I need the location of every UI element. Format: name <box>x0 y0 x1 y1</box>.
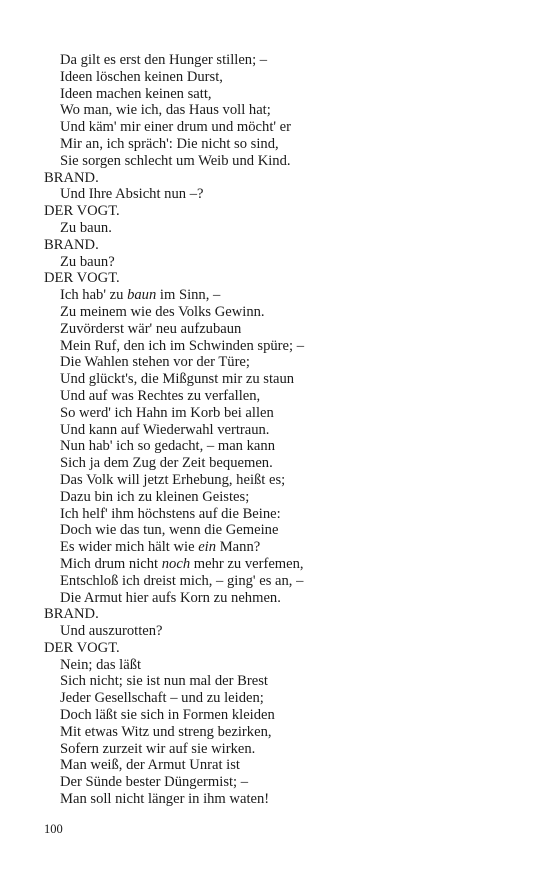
verse-line <box>44 539 524 556</box>
text-segment: Ich hab' zu <box>60 287 128 304</box>
emphasized-word: baun <box>127 287 157 304</box>
verse-line: Sich ja dem Zug der Zeit bequemen. <box>60 455 273 472</box>
emphasized-word: ein <box>198 539 217 556</box>
verse-line: Zuvörderst wär' neu aufzubaun <box>60 320 242 337</box>
verse-line: So werd' ich Hahn im Korb bei allen <box>60 404 274 421</box>
verse-line <box>44 287 524 304</box>
text-segment: Es wider mich hält wie <box>60 539 199 556</box>
verse-line: Jeder Gesellschaft – und zu leiden; <box>60 690 264 707</box>
verse-line: Die Wahlen stehen vor der Türe; <box>60 354 250 371</box>
speaker-name: DER VOGT. <box>44 639 120 656</box>
verse-line: Ideen machen keinen satt, <box>60 85 212 102</box>
text-segment: Mann? <box>216 539 261 556</box>
verse-line: Man weiß, der Armut Unrat ist <box>60 757 240 774</box>
verse-line: Ich helf' ihm höchstens auf die Beine: <box>60 505 281 522</box>
verse-line: Und kann auf Wiederwahl vertraun. <box>60 421 270 438</box>
verse-line: Das Volk will jetzt Erhebung, heißt es; <box>60 471 286 488</box>
verse-line: Man soll nicht länger in ihm waten! <box>60 791 270 808</box>
verse-line: Zu meinem wie des Volks Gewinn. <box>60 303 265 320</box>
verse-line: Doch läßt sie sich in Formen kleiden <box>60 707 275 724</box>
verse-line: Mein Ruf, den ich im Schwinden spüre; – <box>60 337 305 354</box>
text-segment: mehr zu verfemen, <box>190 555 304 572</box>
speaker-name: BRAND. <box>44 169 99 186</box>
speaker-name: DER VOGT. <box>44 203 120 220</box>
verse-line: Sich nicht; sie ist nun mal der Brest <box>60 673 268 690</box>
verse-line: Dazu bin ich zu kleinen Geistes; <box>60 488 250 505</box>
verse-line: Nun hab' ich so gedacht, – man kann <box>60 438 275 455</box>
verse-line: Da gilt es erst den Hunger stillen; – <box>60 52 268 68</box>
verse-line: Die Armut hier aufs Korn zu nehmen. <box>60 589 281 606</box>
verse-line: Sie sorgen schlecht um Weib und Kind. <box>60 152 291 169</box>
play-text <box>44 52 524 808</box>
verse-line: Und auf was Rechtes zu verfallen, <box>60 387 261 404</box>
verse-line: Und auszurotten? <box>60 623 163 640</box>
emphasized-word: noch <box>161 555 191 572</box>
verse-line: Zu baun. <box>60 219 112 236</box>
verse-line: Nein; das läßt <box>60 656 142 673</box>
speaker-name: DER VOGT. <box>44 270 120 287</box>
verse-line: Und glückt's, die Mißgunst mir zu staun <box>60 371 295 388</box>
verse-line: Sofern zurzeit wir auf sie wirken. <box>60 740 256 757</box>
verse-line: Doch wie das tun, wenn die Gemeine <box>60 522 279 539</box>
verse-line: Der Sünde bester Düngermist; – <box>60 774 249 791</box>
verse-line <box>44 556 524 573</box>
verse-line: Mir an, ich spräch': Die nicht so sind, <box>60 135 279 152</box>
speaker-name: BRAND. <box>44 236 99 253</box>
verse-line: Mit etwas Witz und streng bezirken, <box>60 723 272 740</box>
verse-line: Und Ihre Absicht nun –? <box>60 186 204 203</box>
verse-line: Und käm' mir einer drum und möcht' er <box>60 119 291 136</box>
verse-line: Ideen löschen keinen Durst, <box>60 68 223 85</box>
verse-line: Wo man, wie ich, das Haus voll hat; <box>60 102 271 119</box>
verse-line: Zu baun? <box>60 253 115 270</box>
text-segment: Mich drum nicht <box>60 555 162 572</box>
page-number: 100 <box>44 822 63 836</box>
speaker-name: BRAND. <box>44 606 99 623</box>
text-segment: im Sinn, – <box>156 287 221 304</box>
verse-line: Entschloß ich dreist mich, – ging' es an, – <box>60 572 304 589</box>
